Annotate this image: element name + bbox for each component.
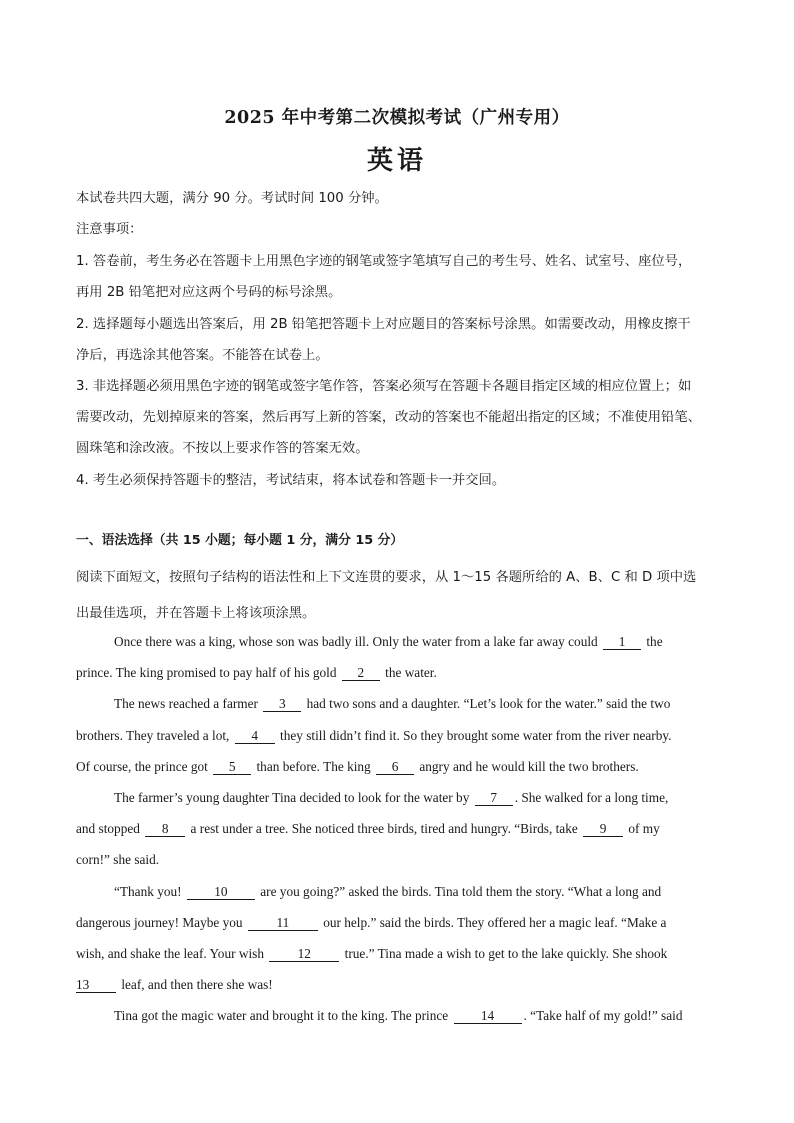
passage-text: The news reached a farmer bbox=[114, 696, 258, 711]
section-1-instruction-line-1: 阅读下面短文，按照句子结构的语法性和上下文连贯的要求，从 1～15 各题所给的 A、B、C 和 D 项中选 bbox=[76, 570, 697, 585]
subject-title: 英语 bbox=[366, 146, 427, 176]
blank-8: 8 bbox=[145, 822, 185, 837]
passage-line bbox=[76, 852, 159, 868]
passage-line bbox=[76, 821, 660, 837]
passage-text: our help.” said the birds. They offered her a magic leaf. “Make a bbox=[323, 915, 667, 930]
exam-title: 2025 年中考第二次模拟考试（广州专用） bbox=[224, 108, 570, 128]
passage-line bbox=[76, 665, 437, 681]
blank-13: 13 bbox=[76, 978, 116, 993]
blank-7: 7 bbox=[475, 791, 513, 806]
notes-heading: 注意事项： bbox=[76, 222, 143, 237]
passage-text: the water. bbox=[385, 665, 437, 680]
passage-text: The farmer’s young daughter Tina decided to look for the water by bbox=[114, 790, 470, 805]
passage-text: leaf, and then there she was! bbox=[121, 977, 273, 992]
passage-text: the bbox=[646, 634, 663, 649]
section-1-heading: 一、语法选择（共 15 小题；每小题 1 分，满分 15 分） bbox=[76, 533, 404, 548]
passage-text: they still didn’t find it. So they brought some water from the river nearby. bbox=[280, 728, 672, 743]
passage-text: Once there was a king, whose son was badly ill. Only the water from a lake far away could bbox=[114, 634, 598, 649]
blank-10: 10 bbox=[187, 885, 255, 900]
note-2-line-1: 2. 选择题每小题选出答案后，用 2B 铅笔把答题卡上对应题目的答案标号涂黑。如需要改动，用橡皮擦干 bbox=[76, 317, 691, 332]
passage-text: . She walked for a long time, bbox=[514, 790, 669, 805]
note-3-line-2: 需要改动，先划掉原来的答案，然后再写上新的答案，改动的答案也不能超出指定的区域；不准使用铅笔、 bbox=[76, 410, 701, 425]
passage-line bbox=[76, 946, 667, 962]
passage-text: Of course, the prince got bbox=[76, 759, 208, 774]
note-2-line-2: 净后，再选涂其他答案。不能答在试卷上。 bbox=[76, 348, 329, 363]
blank-2: 2 bbox=[342, 666, 380, 681]
passage-line bbox=[114, 696, 670, 712]
note-1-line-2: 再用 2B 铅笔把对应这两个号码的标号涂黑。 bbox=[76, 285, 342, 300]
passage-text: brothers. They traveled a lot, bbox=[76, 728, 230, 743]
passage-text: . “Take half of my gold!” said bbox=[523, 1008, 683, 1023]
section-1-instruction-line-2: 出最佳选项，并在答题卡上将该项涂黑。 bbox=[76, 606, 316, 621]
blank-11: 11 bbox=[248, 916, 318, 931]
blank-4: 4 bbox=[235, 729, 275, 744]
passage-text: than before. The king bbox=[256, 759, 371, 774]
blank-5: 5 bbox=[213, 760, 251, 775]
passage-text: had two sons and a daughter. “Let’s look for the water.” said the two bbox=[306, 696, 671, 711]
passage-text: of my bbox=[628, 821, 660, 836]
passage-text: corn!” she said. bbox=[76, 852, 160, 867]
note-3-line-3: 圆珠笔和涂改液。不按以上要求作答的答案无效。 bbox=[76, 441, 369, 456]
note-3-line-1: 3. 非选择题必须用黑色字迹的钢笔或签字笔作答，答案必须写在答题卡各题目指定区域的相应位置上；如 bbox=[76, 379, 692, 394]
passage-text: are you going?” asked the birds. Tina told them the story. “What a long and bbox=[260, 884, 662, 899]
passage-line bbox=[114, 790, 668, 806]
blank-9: 9 bbox=[583, 822, 623, 837]
passage-line bbox=[76, 759, 639, 775]
passage-text: wish, and shake the leaf. Your wish bbox=[76, 946, 264, 961]
passage-line bbox=[76, 977, 273, 993]
passage-text: a rest under a tree. She noticed three birds, tired and hungry. “Birds, take bbox=[190, 821, 578, 836]
note-4: 4. 考生必须保持答题卡的整洁，考试结束，将本试卷和答题卡一并交回。 bbox=[76, 473, 506, 488]
passage-line bbox=[76, 728, 671, 744]
passage-text: and stopped bbox=[76, 821, 140, 836]
passage-text: Tina got the magic water and brought it to the king. The prince bbox=[114, 1008, 449, 1023]
passage-text: “Thank you! bbox=[114, 884, 182, 899]
exam-summary: 本试卷共四大题，满分 90 分。考试时间 100 分钟。 bbox=[76, 191, 388, 206]
passage-text: true.” Tina made a wish to get to the lake quickly. She shook bbox=[344, 946, 668, 961]
passage-text: prince. The king promised to pay half of his gold bbox=[76, 665, 337, 680]
note-1-line-1: 1. 答卷前，考生务必在答题卡上用黑色字迹的钢笔或签字笔填写自己的考生号、姓名、试室号、座位号， bbox=[76, 254, 692, 269]
blank-6: 6 bbox=[376, 760, 414, 775]
blank-1: 1 bbox=[603, 635, 641, 650]
passage-text: angry and he would kill the two brothers. bbox=[419, 759, 639, 774]
passage-line bbox=[114, 1008, 682, 1024]
blank-3: 3 bbox=[263, 697, 301, 712]
passage-line bbox=[114, 884, 661, 900]
passage-line bbox=[76, 915, 666, 931]
blank-14: 14 bbox=[454, 1009, 522, 1024]
blank-12: 12 bbox=[269, 947, 339, 962]
passage-line bbox=[114, 634, 663, 650]
passage-text: dangerous journey! Maybe you bbox=[76, 915, 243, 930]
